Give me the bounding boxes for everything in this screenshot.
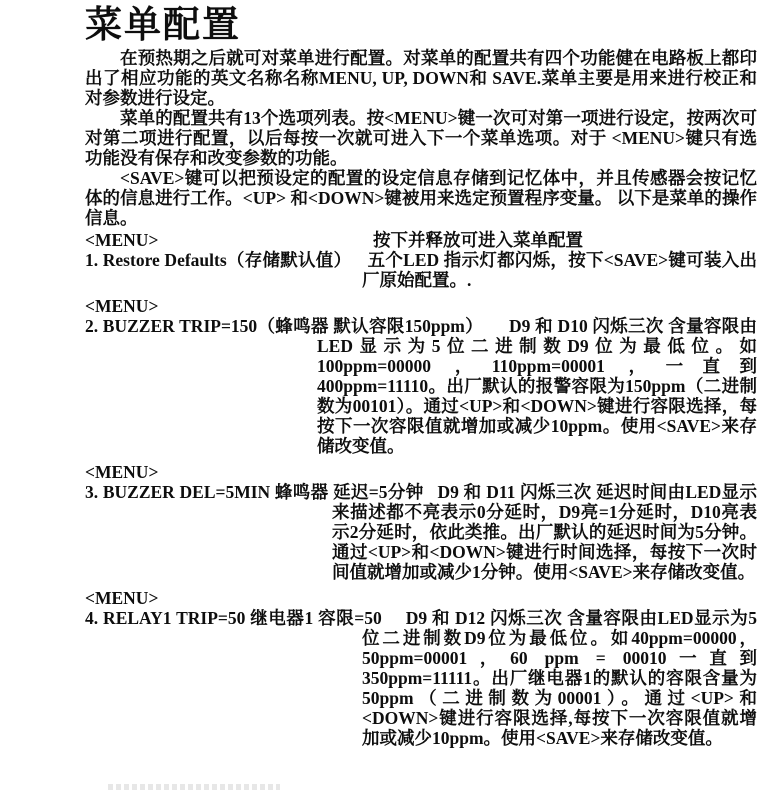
menu-item-4-relay1-trip [85,608,757,748]
menu-key-description: 按下并释放可进入菜单配置 [373,230,583,250]
menu-item-description: D9 和 D12 闪烁三次 含量容限由LED显示为5位二进制数D9位为最低位。如40ppm=00000，50ppm=00001，60 ppm = 00010一直到350ppm=11111。出厂继电器1的默认的容限含量为50ppm（二进制数为00001）。通过<UP>和<DOWN>键进行容限选择,每按下一次容限值就增加或减少10ppm。使用<SAVE>来存储改变值。 [362,608,758,748]
menu-item-3-buzzer-delay [85,482,757,582]
menu-key-row-2: <MENU> [85,296,159,316]
intro-paragraph-3: <SAVE>键可以把预设定的配置的设定信息存储到记忆体中，并且传感器会按记忆体的信息进行工作。<UP> 和<DOWN>键被用来选定预置程序变量。 以下是菜单的操作信息。 [85,168,757,228]
menu-item-2-buzzer-trip [85,316,757,456]
label-desc-gap [351,265,367,266]
menu-item-description: D9 和 D10 闪烁三次 含量容限由LED显示为5位二进制数D9位为最低位。如100ppm=00000 ，110ppm=00001 ，一直到400ppm=11110。出厂默认的报警容限为150ppm（二进制数为00101）。通过<UP>和<DOWN>键进行容限选择，每按下一次容限值就增加或减少10ppm。使用<SAVE>来存储改变值。 [317,316,757,456]
menu-key-row-1 [85,230,757,250]
menu-key-row-4: <MENU> [85,588,159,608]
label-desc-gap [382,623,406,624]
menu-item-label: 3. BUZZER DEL=5MIN 蜂鸣器 延迟=5分钟 [85,482,424,502]
page-title: 菜单配置 [85,4,241,45]
menu-item-label: 1. Restore Defaults（存储默认值） [85,250,352,270]
label-desc-gap [424,497,438,498]
watermark [108,784,280,790]
label-desc-gap [483,331,509,332]
menu-item-description: 五个LED 指示灯都闪烁，按下<SAVE>键可装入出厂原始配置。. [362,250,757,290]
intro-paragraph-2: 菜单的配置共有13个选项列表。按<MENU>键一次可对第一项进行设定，按两次可对第二项进行配置，以后每按一次就可进入下一个菜单选项。对于 <MENU>键只有选功能没有保存和改变参数的功能。 [85,108,757,168]
menu-key-row-3: <MENU> [85,462,159,482]
menu-item-description: D9 和 D11 闪烁三次 延迟时间由LED显示来描述都不亮表示0分延时，D9亮=1分延时，D10亮表示2分延时，依此类推。出厂默认的延迟时间为5分钟。通过<UP>和<DOWN>键进行时间选择，每按下一次时间值就增加或减少1分钟。使用<SAVE>来存储改变值。 [332,482,757,582]
menu-key-label: <MENU> [85,230,159,250]
menu-item-label: 2. BUZZER TRIP=150（蜂鸣器 默认容限150ppm） [85,316,483,336]
menu-item-label: 4. RELAY1 TRIP=50 继电器1 容限=50 [85,608,382,628]
menu-item-1-restore-defaults [85,250,757,290]
intro-paragraph-1: 在预热期之后就可对菜单进行配置。对菜单的配置共有四个功能健在电路板上都印出了相应功能的英文名称名称MENU, UP, DOWN和 SAVE.菜单主要是用来进行校正和对参数进行设定。 [85,48,757,108]
